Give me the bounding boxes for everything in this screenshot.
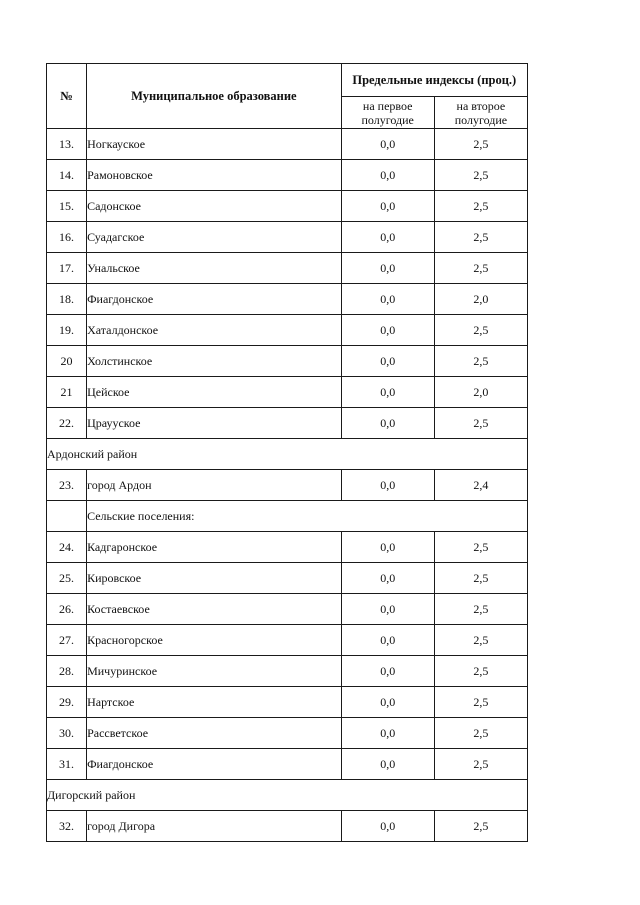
row-municipality: Мичуринское [87, 656, 342, 687]
section-row [47, 780, 528, 811]
row-second-half-value: 2,5 [434, 222, 527, 253]
row-municipality: Фиагдонское [87, 284, 342, 315]
row-municipality: Цейское [87, 377, 342, 408]
header-municipality: Муниципальное образование [87, 64, 342, 129]
row-municipality: Суадагское [87, 222, 342, 253]
table-row [47, 532, 528, 563]
row-second-half-value: 2,5 [434, 408, 527, 439]
table-row [47, 718, 528, 749]
row-municipality: город Ардон [87, 470, 342, 501]
row-second-half-value: 2,5 [434, 253, 527, 284]
row-first-half-value: 0,0 [341, 749, 434, 780]
row-municipality: Фиагдонское [87, 749, 342, 780]
row-second-half-value: 2,5 [434, 346, 527, 377]
row-municipality: Кировское [87, 563, 342, 594]
table-row [47, 129, 528, 160]
row-number: 25. [47, 563, 87, 594]
row-number: 19. [47, 315, 87, 346]
row-first-half-value: 0,0 [341, 160, 434, 191]
row-first-half-value: 0,0 [341, 718, 434, 749]
row-municipality: Рассветское [87, 718, 342, 749]
table-row [47, 377, 528, 408]
row-first-half-value: 0,0 [341, 315, 434, 346]
row-number: 16. [47, 222, 87, 253]
row-number: 21 [47, 377, 87, 408]
row-first-half-value: 0,0 [341, 253, 434, 284]
row-first-half-value: 0,0 [341, 470, 434, 501]
table-header [47, 64, 528, 129]
row-first-half-value: 0,0 [341, 284, 434, 315]
table-row [47, 408, 528, 439]
district-title: Дигорский район [47, 780, 528, 811]
table-row [47, 470, 528, 501]
row-second-half-value: 2,0 [434, 284, 527, 315]
table-row [47, 315, 528, 346]
row-first-half-value: 0,0 [341, 594, 434, 625]
subsection-title: Сельские поселения: [87, 501, 528, 532]
row-number: 18. [47, 284, 87, 315]
row-number: 32. [47, 811, 87, 842]
row-second-half-value: 2,5 [434, 718, 527, 749]
row-second-half-value: 2,5 [434, 191, 527, 222]
row-first-half-value: 0,0 [341, 222, 434, 253]
row-first-half-value: 0,0 [341, 563, 434, 594]
table-row [47, 346, 528, 377]
table-row [47, 687, 528, 718]
table-row [47, 811, 528, 842]
row-municipality: Садонское [87, 191, 342, 222]
subsection-row [47, 501, 528, 532]
row-municipality: город Дигора [87, 811, 342, 842]
row-first-half-value: 0,0 [341, 346, 434, 377]
row-number: 31. [47, 749, 87, 780]
row-municipality: Хаталдонское [87, 315, 342, 346]
section-row [47, 439, 528, 470]
table-row [47, 656, 528, 687]
row-second-half-value: 2,5 [434, 563, 527, 594]
row-number: 15. [47, 191, 87, 222]
row-second-half-value: 2,5 [434, 594, 527, 625]
row-municipality: Цраууское [87, 408, 342, 439]
row-second-half-value: 2,5 [434, 811, 527, 842]
table-row [47, 222, 528, 253]
row-number: 14. [47, 160, 87, 191]
table-row [47, 625, 528, 656]
table-row [47, 284, 528, 315]
header-first-half: на первое полугодие [341, 97, 434, 129]
row-second-half-value: 2,0 [434, 377, 527, 408]
row-first-half-value: 0,0 [341, 625, 434, 656]
subsection-number-blank [47, 501, 87, 532]
row-number: 17. [47, 253, 87, 284]
row-second-half-value: 2,5 [434, 160, 527, 191]
row-municipality: Кадгаронское [87, 532, 342, 563]
row-first-half-value: 0,0 [341, 532, 434, 563]
row-second-half-value: 2,5 [434, 687, 527, 718]
row-second-half-value: 2,4 [434, 470, 527, 501]
table-body [47, 129, 528, 842]
row-first-half-value: 0,0 [341, 377, 434, 408]
table-row [47, 563, 528, 594]
row-municipality: Нартское [87, 687, 342, 718]
row-number: 29. [47, 687, 87, 718]
table-row [47, 749, 528, 780]
row-number: 13. [47, 129, 87, 160]
row-first-half-value: 0,0 [341, 811, 434, 842]
row-first-half-value: 0,0 [341, 191, 434, 222]
row-second-half-value: 2,5 [434, 129, 527, 160]
table-row [47, 594, 528, 625]
row-number: 28. [47, 656, 87, 687]
table-row [47, 191, 528, 222]
row-municipality: Костаевское [87, 594, 342, 625]
table-row [47, 253, 528, 284]
row-municipality: Ногкауское [87, 129, 342, 160]
row-number: 27. [47, 625, 87, 656]
header-second-half: на второе полугодие [434, 97, 527, 129]
row-second-half-value: 2,5 [434, 625, 527, 656]
district-title: Ардонский район [47, 439, 528, 470]
header-limit-indices: Предельные индексы (проц.) [341, 64, 527, 97]
row-first-half-value: 0,0 [341, 129, 434, 160]
row-number: 23. [47, 470, 87, 501]
row-second-half-value: 2,5 [434, 749, 527, 780]
row-number: 26. [47, 594, 87, 625]
row-municipality: Рамоновское [87, 160, 342, 191]
tariff-index-table [46, 63, 528, 842]
row-municipality: Красногорское [87, 625, 342, 656]
row-municipality: Холстинское [87, 346, 342, 377]
row-number: 30. [47, 718, 87, 749]
row-first-half-value: 0,0 [341, 656, 434, 687]
row-number: 20 [47, 346, 87, 377]
row-first-half-value: 0,0 [341, 687, 434, 718]
row-second-half-value: 2,5 [434, 532, 527, 563]
row-second-half-value: 2,5 [434, 656, 527, 687]
row-second-half-value: 2,5 [434, 315, 527, 346]
row-first-half-value: 0,0 [341, 408, 434, 439]
row-number: 22. [47, 408, 87, 439]
header-number: № [47, 64, 87, 129]
row-number: 24. [47, 532, 87, 563]
table-row [47, 160, 528, 191]
row-municipality: Унальское [87, 253, 342, 284]
